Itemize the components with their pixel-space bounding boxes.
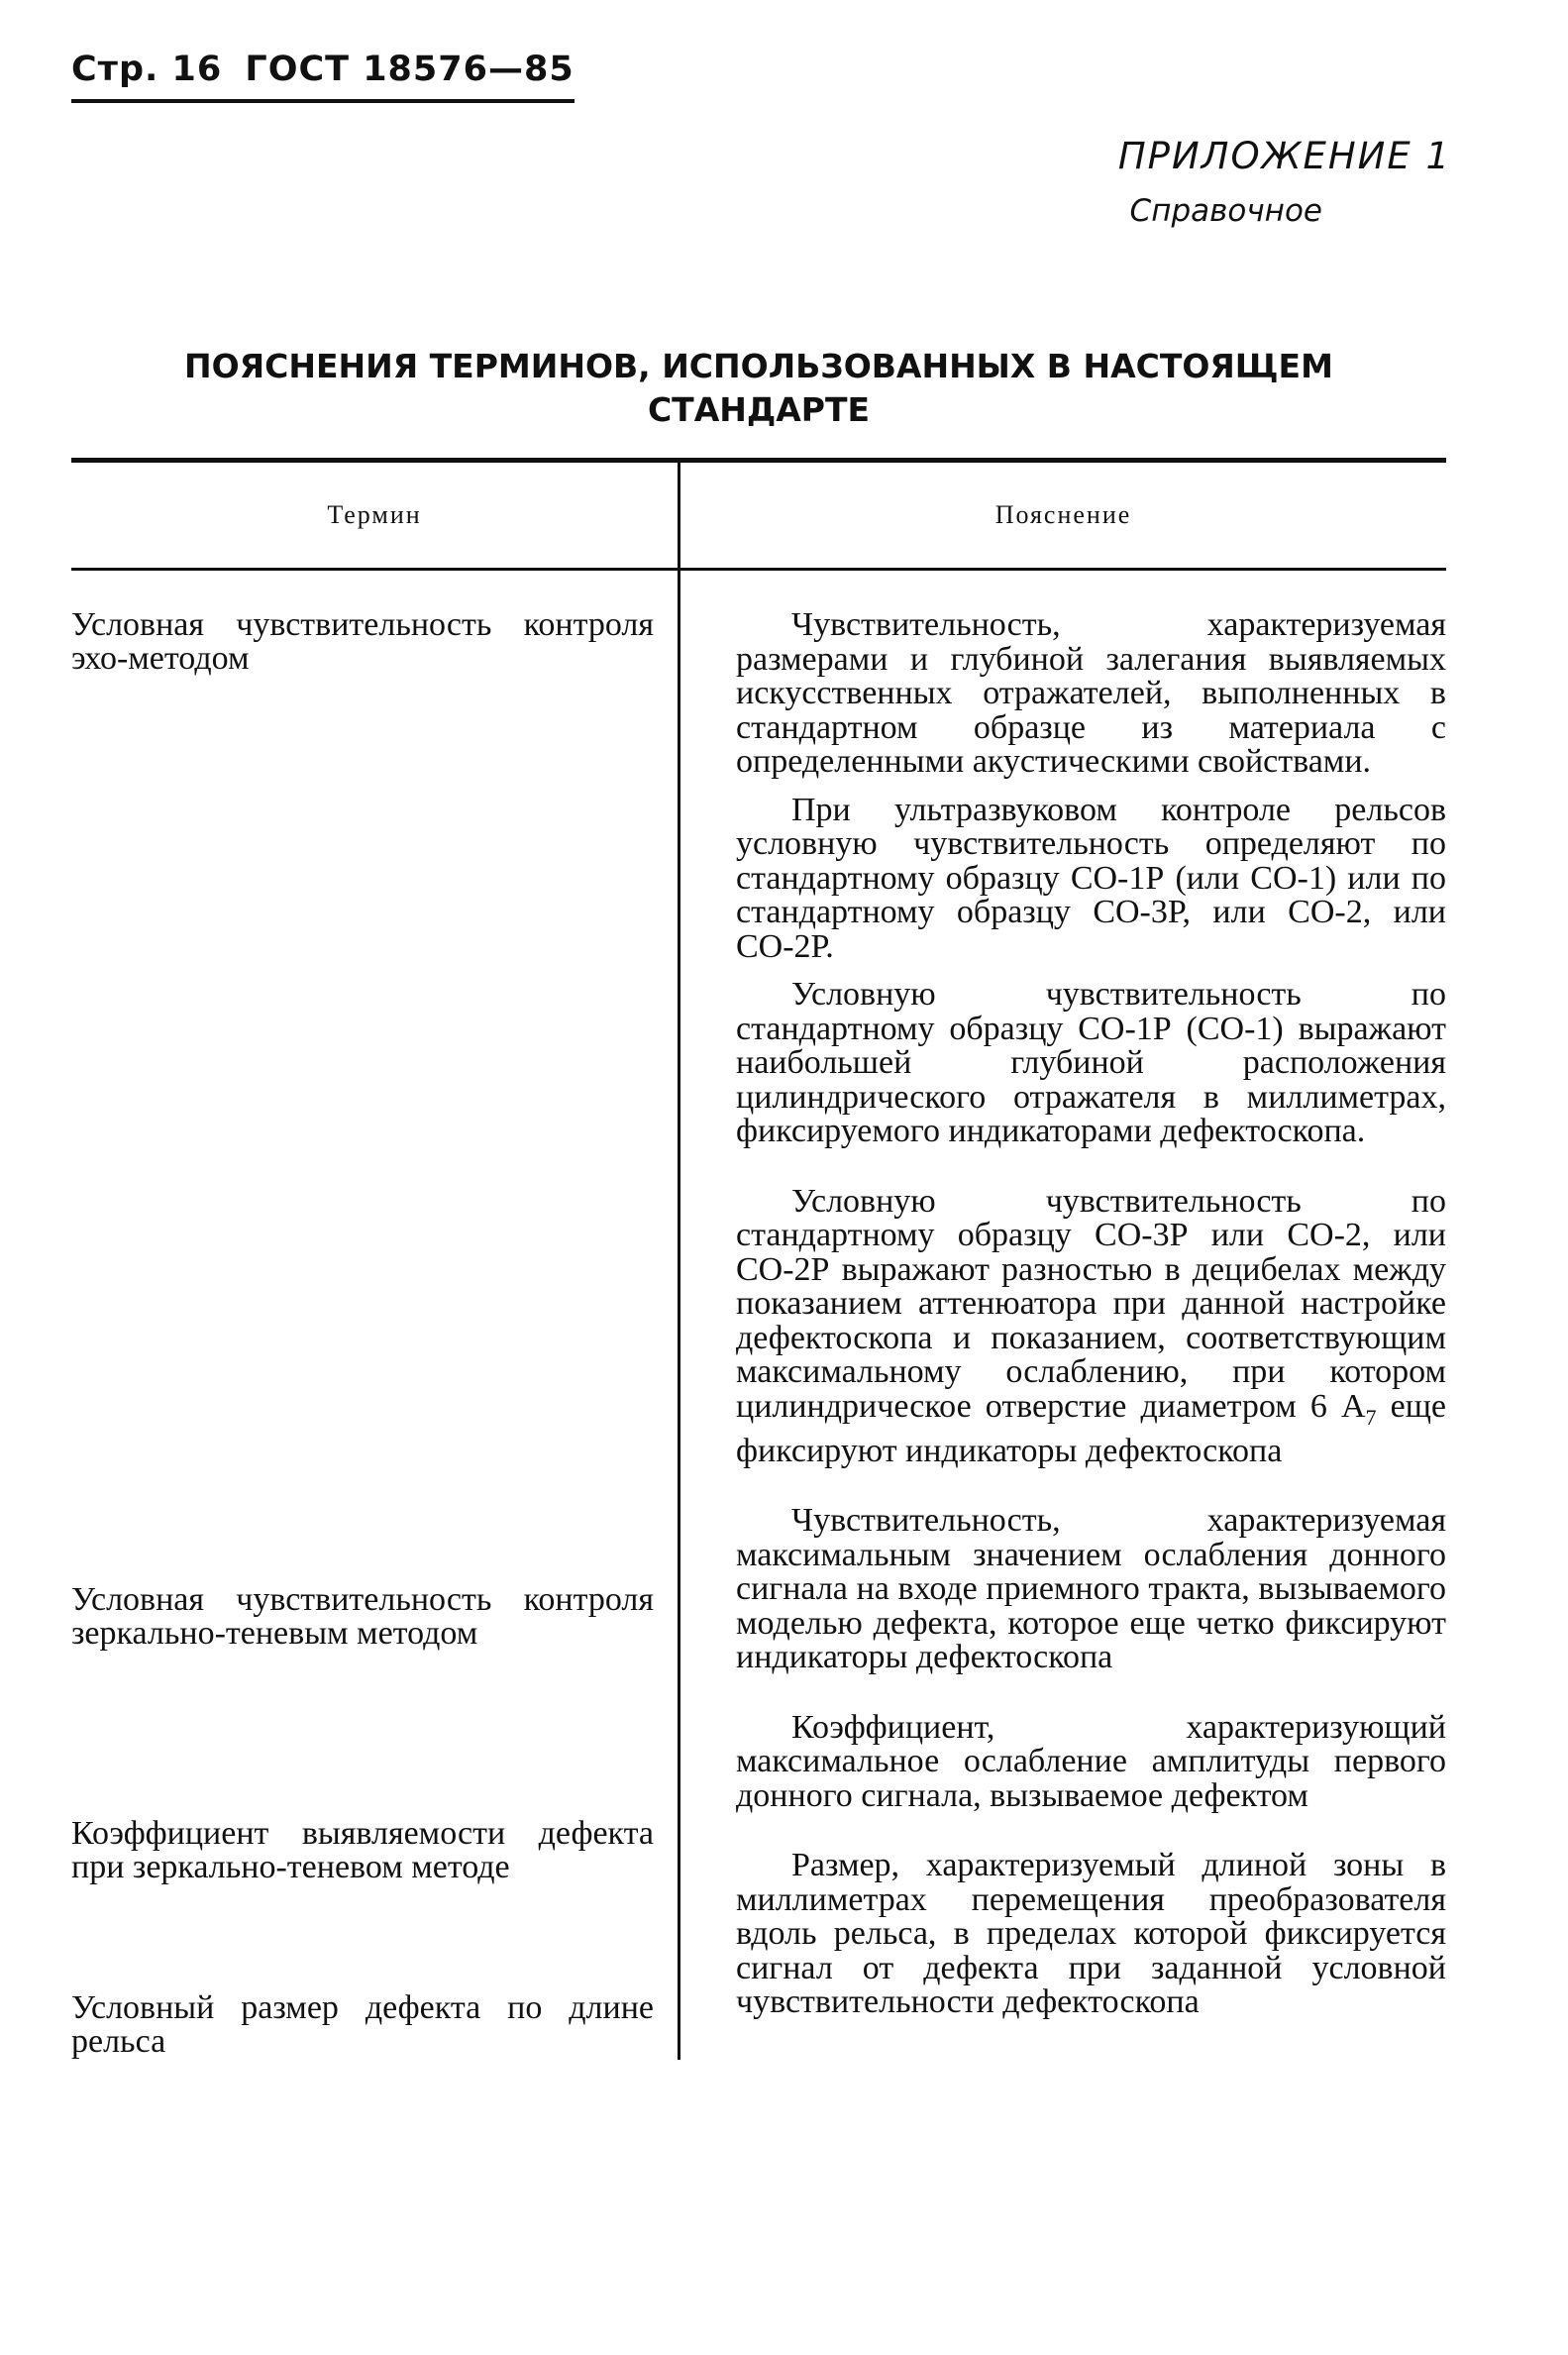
explanation-paragraph: Чувствительность, характеризуемая максимальным значением ослабления донного сигнала на входе приемного тракта, вызываемого моделью дефекта, которое еще четко фиксируют индикаторы дефектоскопа xyxy=(736,1502,1446,1676)
table-row-term: Условная чувствительность контроля эхо-методом xyxy=(71,606,654,677)
term-column xyxy=(71,571,678,2060)
terms-table xyxy=(71,458,1446,2060)
explanation-column xyxy=(678,571,1446,2060)
appendix-subtitle: Справочное xyxy=(1129,193,1322,229)
explanation-paragraph: Размер, характеризуемый длиной зоны в миллиметрах перемещения преобразователя вдоль рельса, в пределах которой фиксируется сигнал от дефекта при заданной условной чувствительности дефектоскопа xyxy=(736,1847,1446,2021)
standard-number: ГОСТ 18576—85 xyxy=(245,50,575,89)
column-header-term: Термин xyxy=(327,500,422,529)
explanation-text: еще фиксируют индикаторы дефектоскопа xyxy=(736,1387,1446,1469)
explanation-paragraph: Условную чувствительность по стандартному образцу СО-1Р (СО-1) выражают наибольшей глубиной расположения цилиндрического отражателя в миллиметрах, фиксируемого индикаторами дефектоскопа. xyxy=(736,976,1446,1149)
page-header xyxy=(71,50,575,103)
table-header xyxy=(71,463,1446,568)
subscript-index: 7 xyxy=(1365,1404,1377,1430)
document-title-line-1: ПОЯСНЕНИЯ ТЕРМИНОВ, ИСПОЛЬЗОВАННЫХ В НАСТОЯЩЕМ xyxy=(184,347,1333,385)
explanation-paragraph xyxy=(680,1182,1446,1469)
explanation-paragraph: Коэффициент, характеризующий максимальное ослабление амплитуды первого донного сигнала, вызываемое дефектом xyxy=(736,1708,1446,1814)
explanation-text: Условную чувствительность по стандартному образцу СО-3Р или СО-2, или СО-2Р выражают разностью в децибелах между показанием аттенюатора при данной настройке дефектоскопа и показанием, соответствующим максимальному ослаблению, при котором цилиндрическое отверстие диаметром 6 А xyxy=(736,1182,1446,1425)
column-header-explanation: Пояснение xyxy=(678,463,1446,568)
explanation-paragraph: При ультразвуковом контроле рельсов условную чувствительность определяют по стандартному образцу СО-1Р (или СО-1) или по стандартному образцу СО-3Р, или СО-2, или СО-2Р. xyxy=(736,791,1446,965)
page-number: Стр. 16 xyxy=(71,50,223,89)
document-title xyxy=(71,345,1446,432)
table-row-term: Условная чувствительность контроля зеркально-теневым методом xyxy=(71,1581,654,1652)
table-row-term: Условный размер дефекта по длине рельса xyxy=(71,1989,654,2060)
appendix-label xyxy=(1118,135,1451,229)
table-row-term: Коэффициент выявляемости дефекта при зеркально-теневом методе xyxy=(71,1815,654,1885)
table-body xyxy=(71,571,1446,2060)
explanation-paragraph: Чувствительность, характеризуемая размерами и глубиной залегания выявляемых искусственных отражателей, выполненных в стандартном образце из материала с определенными акустическими свойствами. xyxy=(736,606,1446,780)
appendix-title: ПРИЛОЖЕНИЕ 1 xyxy=(1117,135,1451,177)
document-title-line-2: СТАНДАРТЕ xyxy=(647,390,871,429)
